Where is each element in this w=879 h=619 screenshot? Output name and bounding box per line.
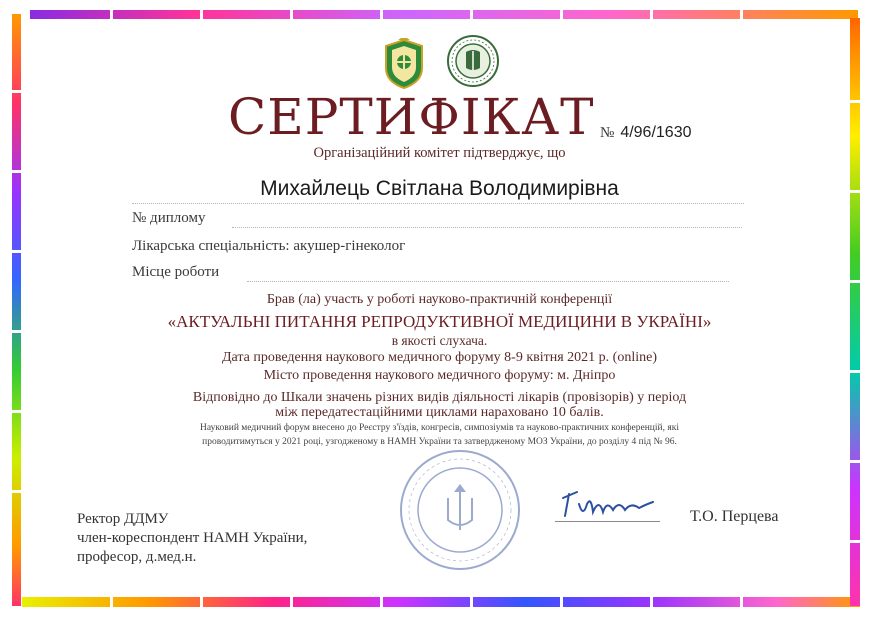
participation-text: Брав (ла) участь у роботі науково-практичній конференції bbox=[266, 292, 613, 307]
number-value: 4/96/1630 bbox=[620, 124, 692, 141]
signature-line bbox=[555, 521, 660, 522]
signatory-line1: Ректор ДДМУ bbox=[77, 511, 169, 527]
university-seal-emblem bbox=[446, 34, 500, 88]
workplace-field bbox=[132, 264, 219, 281]
date-text: Дата проведення наукового медичного форуму 8-9 квітня 2021 р. (online) bbox=[221, 350, 658, 365]
official-stamp bbox=[398, 448, 522, 572]
conference-title: «АКТУАЛЬНІ ПИТАННЯ РЕПРОДУКТИВНОЇ МЕДИЦИНИ В УКРАЇНІ» bbox=[167, 312, 712, 331]
workplace-label: Місце роботи bbox=[132, 264, 220, 280]
city-text: Місто проведення наукового медичного форуму: м. Дніпро bbox=[263, 368, 616, 383]
signatory-name: Т.О. Перцева bbox=[690, 508, 779, 525]
specialty-field: Лікарська спеціальність: акушер-гінеколог bbox=[132, 238, 406, 254]
signatory-line3: професор, д.мед.н. bbox=[77, 549, 197, 565]
signatory-title bbox=[77, 510, 307, 567]
diploma-underline bbox=[232, 227, 742, 228]
green-shield-emblem bbox=[382, 38, 426, 90]
certificate-subtitle: Організаційний комітет підтверджує, що bbox=[313, 145, 566, 161]
certificate-number bbox=[600, 124, 692, 142]
recipient-underline bbox=[132, 203, 744, 204]
diploma-field bbox=[132, 210, 205, 227]
role-text: в якості слухача. bbox=[391, 333, 488, 348]
recipient-name: Михайлець Світлана Володимирівна bbox=[260, 177, 619, 200]
certificate-title: СЕРТИФІКАТ bbox=[228, 88, 595, 146]
registry-text-line2: проводитимуться у 2021 році, узгодженому в НАМН України та затвердженому МОЗ України, до розділу 4 під № 96. bbox=[202, 437, 677, 447]
registry-text-line1: Науковий медичний форум внесено до Реєстру з'їздів, конгресів, симпозіумів та науково-практичних конференцій, які bbox=[200, 423, 679, 433]
workplace-underline bbox=[247, 281, 729, 282]
signatory-line2: член-кореспондент НАМН України, bbox=[77, 530, 308, 546]
diploma-label: № диплому bbox=[132, 210, 206, 226]
number-label: № bbox=[600, 125, 615, 141]
points-text-line2: між передатестаційними циклами нараховано 10 балів. bbox=[275, 405, 604, 420]
points-text-line1: Відповідно до Шкали значень різних видів діяльності лікарів (провізорів) у період bbox=[192, 390, 687, 405]
handwritten-signature bbox=[555, 478, 665, 526]
